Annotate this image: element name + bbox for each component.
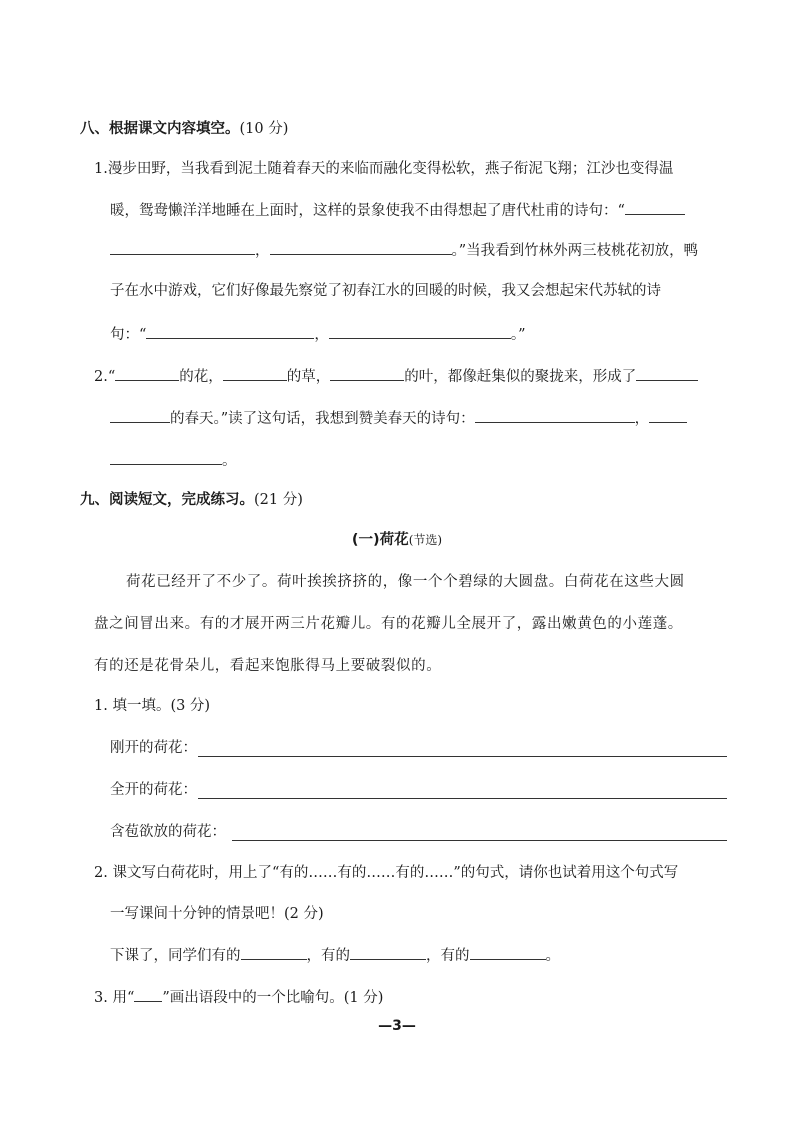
q8-2-line-1 — [94, 366, 698, 386]
section-9-score: (21 分) — [254, 492, 303, 508]
q8-2-text: “ — [107, 369, 116, 385]
answer-blank[interactable] — [625, 200, 685, 215]
passage-title-text: (一)荷花 — [351, 532, 409, 548]
answer-blank[interactable] — [475, 408, 635, 423]
answer-blank[interactable] — [115, 366, 179, 381]
q8-1-text: 。”当我看到竹林外两三枝桃花初放，鸭 — [451, 243, 699, 259]
q8-1-text: 暖，鸳鸯懒洋洋地睡在上面时，这样的景象使我不由得想起了唐代杜甫的诗句：“ — [110, 203, 625, 219]
answer-blank[interactable] — [350, 945, 426, 960]
q8-1-text: 子在水中游戏，它们好像最先察觉了初春江水的回暖的时候，我又会想起宋代苏轼的诗 — [110, 283, 661, 299]
answer-blank[interactable] — [110, 450, 222, 465]
q8-1-text: ， — [255, 243, 270, 259]
section-8-heading — [80, 120, 288, 138]
q9-2-line-1: 2. 课文写白荷花时，用上了“有的……有的……有的……”的句式，请你也试着用这个句式写 — [94, 865, 679, 881]
answer-blank[interactable] — [223, 366, 287, 381]
answer-blank[interactable] — [110, 240, 255, 255]
q9-2-text: 。 — [545, 948, 560, 964]
answer-blank[interactable] — [330, 366, 404, 381]
answer-blank[interactable] — [241, 945, 307, 960]
q8-1-text: 漫步田野，当我看到泥土随着春天的来临而融化变得松软，燕子衔泥飞翔；江沙也变得温 — [107, 161, 674, 177]
q9-3-text: ”画出语段中的一个比喻句。(1 分) — [162, 990, 384, 1006]
passage-line-2: 盘之间冒出来。有的才展开两三片花瓣儿。有的花瓣儿全展开了，露出嫩黄色的小莲蓬。 — [94, 616, 683, 632]
q8-1-line-5 — [110, 324, 526, 344]
q8-1-line-1 — [94, 160, 673, 178]
passage-line-1: 荷花已经开了不少了。荷叶挨挨挤挤的，像一个个碧绿的大圆盘。白荷花在这些大圆 — [126, 574, 685, 590]
q8-2-line-2 — [110, 408, 687, 428]
section-9-title: 九、阅读短文，完成练习。 — [80, 492, 254, 508]
q8-2-text: 。 — [222, 453, 237, 469]
q8-2-text: 的叶，都像赶集似的聚拢来，形成了 — [404, 369, 637, 385]
q8-1-text: 句：“ — [110, 327, 147, 343]
answer-blank[interactable] — [649, 408, 687, 423]
q9-1-item-3-label: 含苞欲放的荷花： — [110, 824, 226, 840]
q9-2-text: 下课了，同学们有的 — [110, 948, 241, 964]
q9-2-line-2: 一写课间十分钟的情景吧！(2 分) — [110, 906, 324, 922]
question-number: 1. — [94, 161, 108, 177]
q8-2-text: ， — [634, 411, 650, 427]
q8-2-text: 的草， — [286, 369, 331, 385]
q9-2-text: ，有的 — [426, 948, 470, 964]
answer-blank[interactable] — [146, 324, 314, 339]
underline-sample — [134, 987, 162, 1002]
answer-line[interactable] — [198, 756, 727, 757]
section-8-score: (10 分) — [239, 121, 289, 137]
answer-line[interactable] — [198, 798, 727, 799]
q9-1-item-2-label: 全开的荷花： — [110, 782, 197, 798]
q8-1-text: ， — [314, 327, 329, 343]
q9-1-label: 1. 填一填。(3 分) — [94, 698, 211, 714]
section-9-heading — [80, 491, 303, 509]
answer-blank[interactable] — [470, 945, 546, 960]
q8-1-line-2 — [110, 200, 685, 220]
answer-blank[interactable] — [329, 324, 511, 339]
answer-line[interactable] — [232, 840, 727, 841]
section-8-title: 八、根据课文内容填空。 — [80, 121, 240, 137]
q9-2-text: ，有的 — [306, 948, 350, 964]
q8-2-text: 的花， — [179, 369, 223, 385]
q8-2-line-3 — [110, 450, 237, 470]
answer-blank[interactable] — [636, 366, 698, 381]
page-number: —3— — [378, 1018, 416, 1034]
answer-blank[interactable] — [110, 408, 170, 423]
q8-1-text: 。” — [510, 327, 526, 343]
q8-1-line-4 — [110, 282, 661, 300]
q9-2-line-3 — [110, 945, 560, 965]
q8-2-text: 的春天。”读了这句话，我想到赞美春天的诗句： — [170, 411, 475, 427]
q8-1-line-3 — [110, 240, 698, 260]
q9-3-text: 3. 用“ — [94, 990, 135, 1006]
question-number: 2. — [94, 369, 108, 385]
q9-1-item-1-label: 刚开的荷花： — [110, 740, 197, 756]
answer-blank[interactable] — [270, 240, 452, 255]
passage-title-note: (节选) — [408, 533, 443, 547]
q9-3-line — [94, 987, 383, 1007]
passage-line-3: 有的还是花骨朵儿，看起来饱胀得马上要破裂似的。 — [94, 658, 442, 674]
passage-title — [0, 531, 794, 549]
